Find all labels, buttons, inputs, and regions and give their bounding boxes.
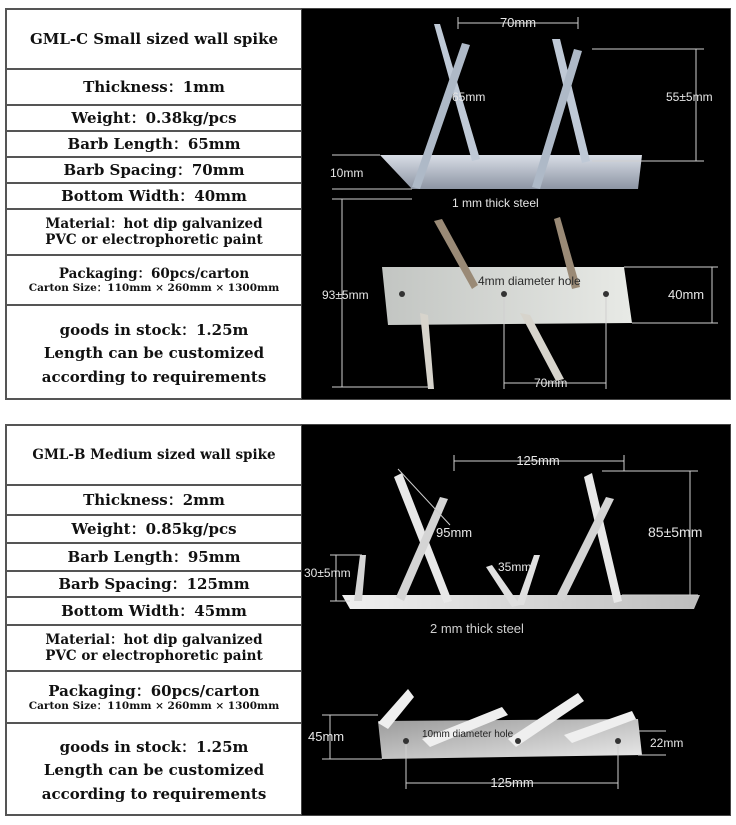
hole-1 [403,738,409,744]
product-photo-gml-b [301,424,731,816]
dim-side-barb: 30±5mm [304,566,351,580]
product-title [7,426,301,486]
dim-spacing-top: 70mm [499,15,537,30]
product-title [7,10,301,70]
custom-line-1: Length can be customized [43,761,265,780]
material-line-1: Material：hot dip galvanized [45,631,263,648]
spec-weight [7,106,301,132]
spec-table-gml-c [5,8,303,400]
title-text: GML-B Medium sized wall spike [32,446,276,463]
spec-barb-spacing [7,572,301,598]
dim-steel-thickness: 1 mm thick steel [452,196,539,210]
custom-line-2: according to requirements [41,784,267,803]
spec-bottom-width [7,184,301,210]
spike-diagram-gml-c [302,9,730,399]
weight-text: Weight：0.85kg/pcs [71,520,237,538]
barb-side-left [354,555,366,601]
dim-hole: 10mm diameter hole [422,729,514,740]
dim-barb-length: 95mm [436,525,473,540]
spec-packaging [7,256,301,306]
spec-weight [7,516,301,544]
hole-2 [515,738,521,744]
packaging-text: Packaging：60pcs/carton [58,265,250,282]
dim-edge: 10mm [330,166,364,180]
spec-thickness [7,70,301,106]
barb-length-text: Barb Length：95mm [67,548,241,566]
dim-spacing-bottom: 125mm [490,775,534,790]
dim-total-height: 93±5mm [322,288,369,302]
spec-barb-length [7,132,301,158]
custom-line-1: Length can be customized [43,344,265,363]
custom-line-2: according to requirements [41,367,267,386]
product-panel-gml-c [0,8,736,400]
dim-edge: 22mm [650,736,684,750]
stock-text: goods in stock：1.25m [59,321,249,340]
carton-size-text: Carton Size：110mm × 260mm × 1300mm [28,699,280,712]
thickness-text: Thickness：2mm [83,491,225,509]
dim-spacing-top: 125mm [516,453,560,468]
material-line-2: PVC or electrophoretic paint [45,648,263,664]
spec-table-gml-b [5,424,303,816]
barb-spacing-text: Barb Spacing：125mm [58,575,250,593]
dim-hole: 4mm diameter hole [478,274,581,288]
hole-3 [603,291,609,297]
spec-packaging [7,672,301,724]
dim-steel-thickness: 2 mm thick steel [430,621,524,636]
weight-text: Weight：0.38kg/pcs [71,109,237,127]
barb-spacing-text: Barb Spacing：70mm [63,161,245,179]
bottom-width-text: Bottom Width：45mm [61,602,247,620]
spike-diagram-gml-b [302,425,730,815]
material-line-1: Material：hot dip galvanized [45,215,263,232]
hole-1 [399,291,405,297]
packaging-text: Packaging：60pcs/carton [48,681,260,700]
dim-spacing-bottom: 70mm [534,376,568,390]
dim-barb-length: 65mm [452,90,486,104]
spec-thickness [7,486,301,516]
dim-small-barb: 35mm [498,560,532,574]
spec-material [7,210,301,256]
spec-barb-length [7,544,301,572]
title-text: GML-C Small sized wall spike [29,30,279,48]
dim-width: 40mm [668,287,705,302]
product-photo-gml-c [301,8,731,400]
dim-width: 45mm [308,729,345,744]
product-panel-gml-b [0,424,736,816]
material-line-2: PVC or electrophoretic paint [45,232,263,248]
spec-material [7,626,301,672]
thickness-text: Thickness：1mm [83,78,225,96]
spec-stock [7,724,301,818]
hole-2 [501,291,507,297]
carton-size-text: Carton Size：110mm × 260mm × 1300mm [28,281,280,294]
dim-height: 55±5mm [666,90,713,104]
barb-length-text: Barb Length：65mm [67,135,241,153]
stock-text: goods in stock：1.25m [59,738,249,757]
barb-upper-right-a [552,39,590,163]
spec-bottom-width [7,598,301,626]
hole-3 [615,738,621,744]
spec-barb-spacing [7,158,301,184]
bottom-width-text: Bottom Width：40mm [61,187,247,205]
dim-height: 85±5mm [648,524,703,540]
spec-stock [7,306,301,402]
